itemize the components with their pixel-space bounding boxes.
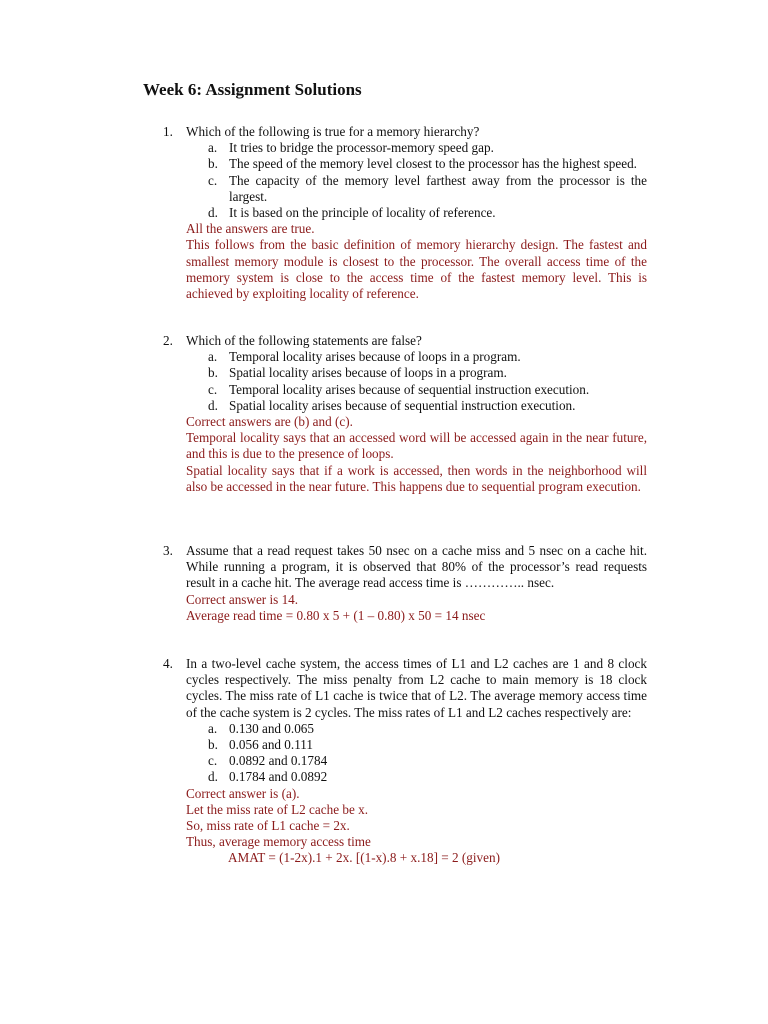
answer-explanation: Temporal locality says that an accessed word will be accessed again in the near future, and this is due to the presence of loops.: [186, 430, 647, 462]
question-1: [163, 124, 647, 302]
amat-formula: AMAT = (1-2x).1 + 2x. [(1-x).8 + x.18] = 2 (given): [228, 850, 500, 866]
option-d: d. Spatial locality arises because of sequential instruction execution.: [208, 397, 576, 413]
option-a: a. 0.130 and 0.065: [208, 720, 314, 736]
answer-block: [186, 592, 647, 624]
answer-explanation: Thus, average memory access time: [186, 834, 371, 850]
answer-explanation: This follows from the basic definition of memory hierarchy design. The fastest and smallest memory module is closest to the processor. The overall access time of the memory system is close to the access time of the fastest memory level. This is achieved by exploiting locality of reference.: [186, 237, 647, 302]
answer-line: Correct answer is (a).: [186, 785, 300, 801]
answer-explanation: Spatial locality says that if a work is accessed, then words in the neighborhood will also be accessed in the near future. This happens due to sequential program execution.: [186, 462, 647, 494]
question-4: [163, 656, 647, 867]
answer-line: Correct answer is 14.: [186, 591, 299, 607]
question-number: 3.: [163, 543, 173, 558]
option-c: c. The capacity of the memory level farthest away from the processor is the largest.: [208, 172, 647, 204]
question-2: [163, 333, 647, 495]
question-text: Which of the following statements are false?: [186, 333, 422, 348]
answer-block: [186, 414, 647, 495]
question-3: [163, 543, 647, 624]
answer-explanation: Average read time = 0.80 x 5 + (1 – 0.80) x 50 = 14 nsec: [186, 607, 486, 623]
answer-explanation: So, miss rate of L1 cache = 2x.: [186, 818, 350, 834]
option-c: c. 0.0892 and 0.1784: [208, 753, 328, 769]
option-a: a. It tries to bridge the processor-memory speed gap.: [208, 140, 494, 156]
question-number: 1.: [163, 124, 173, 139]
option-a: a. Temporal locality arises because of loops in a program.: [208, 349, 521, 365]
options-list: [208, 140, 647, 221]
options-list: [208, 721, 647, 786]
question-text: Assume that a read request takes 50 nsec on a cache miss and 5 nsec on a cache hit. While running a program, it is observed that 80% of the processor’s read requests result in a cache hit. The average read access time is ………….. nsec.: [186, 543, 647, 591]
option-b: b. The speed of the memory level closest to the processor has the highest speed.: [208, 156, 637, 172]
question-number: 4.: [163, 656, 173, 671]
question-text: Which of the following is true for a memory hierarchy?: [186, 124, 480, 139]
page-title: Week 6: Assignment Solutions: [143, 80, 362, 99]
option-c: c. Temporal locality arises because of sequential instruction execution.: [208, 381, 590, 397]
answer-block: [186, 221, 647, 302]
question-number: 2.: [163, 333, 173, 348]
option-d: d. It is based on the principle of locality of reference.: [208, 205, 496, 221]
answer-explanation: Let the miss rate of L2 cache be x.: [186, 801, 368, 817]
option-d: d. 0.1784 and 0.0892: [208, 769, 328, 785]
option-b: b. 0.056 and 0.111: [208, 737, 313, 753]
options-list: [208, 349, 647, 414]
answer-line: All the answers are true.: [186, 221, 315, 237]
question-text: In a two-level cache system, the access times of L1 and L2 caches are 1 and 8 clock cycles respectively. The miss penalty from L2 cache to main memory is 18 clock cycles. The miss rate of L1 cache is twice that of L2. The average memory access time of the cache system is 2 cycles. The miss rates of L1 and L2 caches respectively are:: [186, 656, 647, 720]
answer-line: Correct answers are (b) and (c).: [186, 414, 353, 430]
option-b: b. Spatial locality arises because of loops in a program.: [208, 365, 507, 381]
answer-block: [186, 786, 647, 851]
